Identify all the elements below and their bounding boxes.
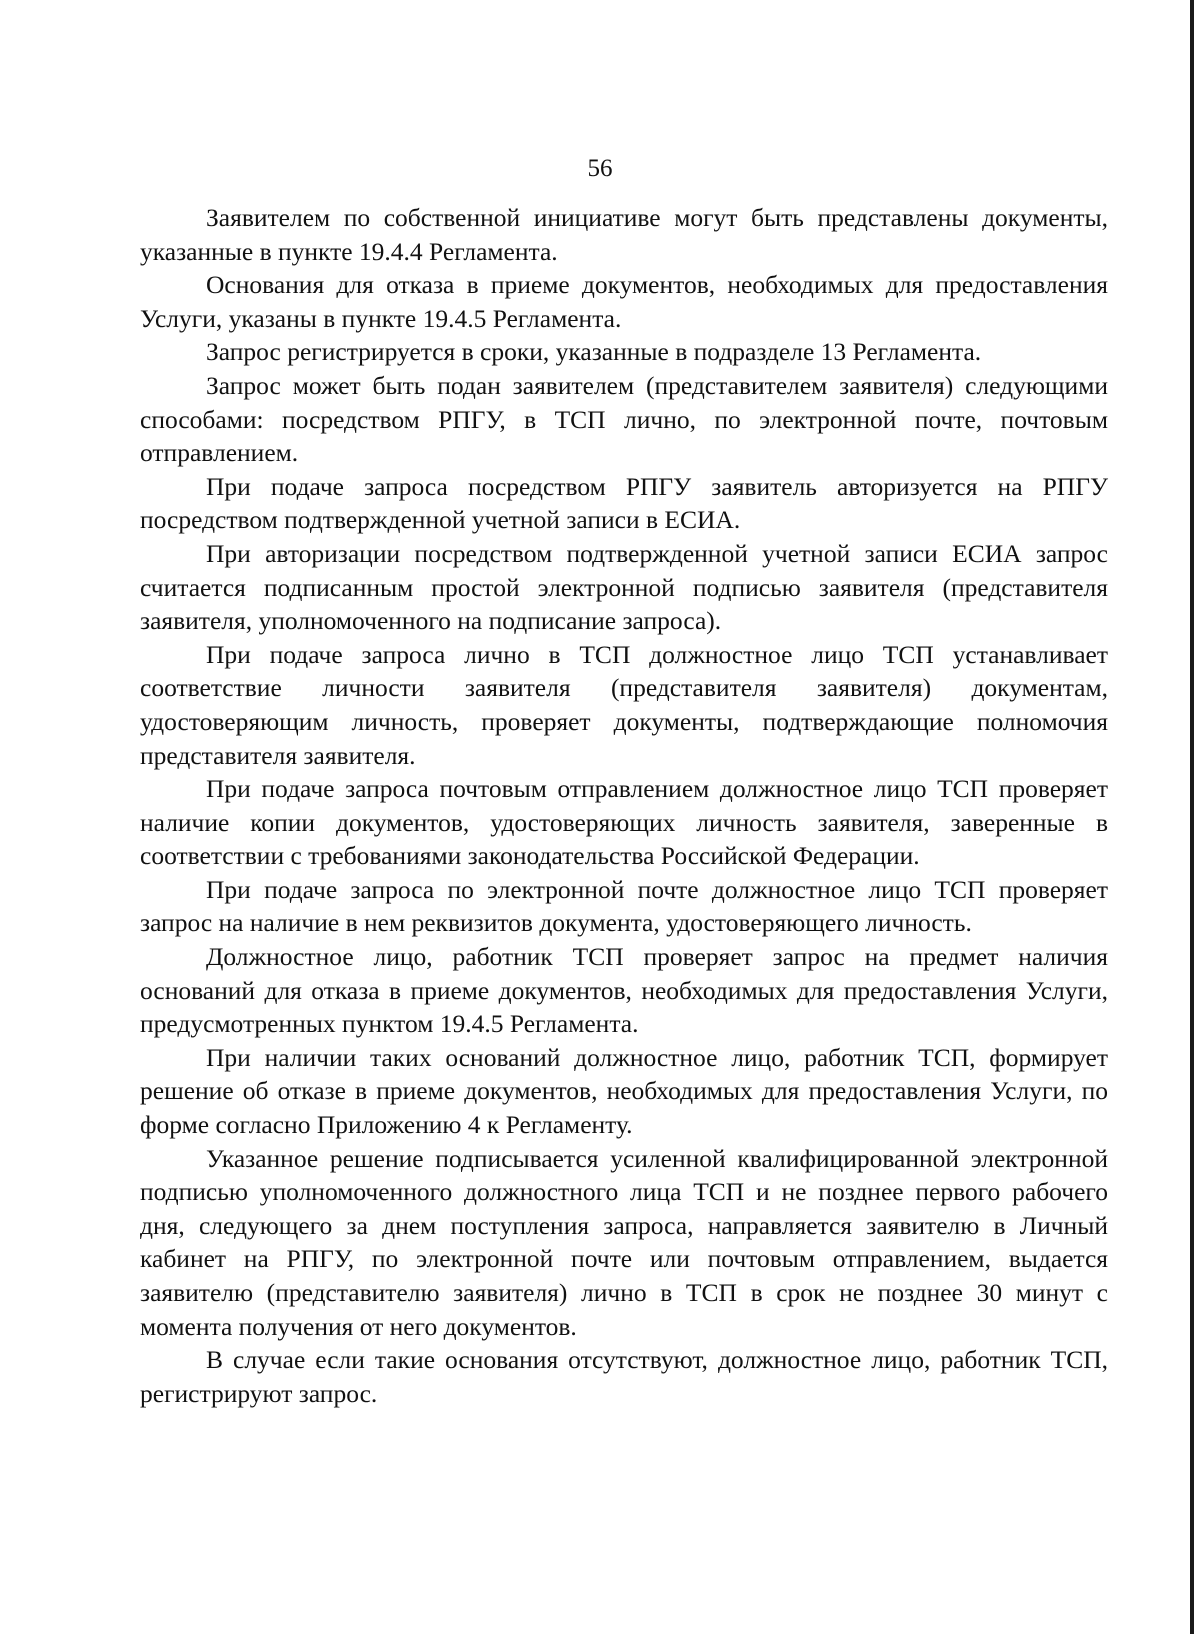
paragraph: Основания для отказа в приеме документов, необходимых для предоставления Услуги, указаны в пункте 19.4.5 Регламента. — [140, 270, 1108, 333]
paragraph: При подаче запроса лично в ТСП должностное лицо ТСП устанавливает соответствие личности заявителя (представителя заявителя) документам, удостоверяющим личность, проверяет документы, подтверждающие полномочия представителя заявителя. — [140, 639, 1108, 770]
paragraph: При наличии таких оснований должностное лицо, работник ТСП, формирует решение об отказе в приеме документов, необходимых для предоставления Услуги, по форме согласно Приложению 4 к Регламенту. — [140, 1042, 1108, 1140]
page-number: 56 — [587, 155, 613, 182]
paragraph: Должностное лицо, работник ТСП проверяет запрос на предмет наличия оснований для отказа в приеме документов, необходимых для предоставления Услуги, предусмотренных пунктом 19.4.5 Регламента. — [140, 942, 1108, 1039]
document-body — [140, 201, 1108, 1410]
paragraph: Указанное решение подписывается усиленной квалифицированной электронной подписью уполномоченного должностного лица ТСП и не позднее первого рабочего дня, следующего за днем поступления запроса, направляется заявителю в Личный кабинет на РПГУ, по электронной почте или почтовым отправлением, выдается заявителю (представителю заявителя) лично в ТСП в срок не позднее 30 минут с момента получения от него документов. — [140, 1143, 1108, 1341]
paragraph: Запрос регистрируется в сроки, указанные в подразделе 13 Регламента. — [206, 337, 982, 367]
paragraph: При подаче запроса почтовым отправлением должностное лицо ТСП проверяет наличие копии документов, удостоверяющих личность заявителя, заверенные в соответствии с требованиями законодательства Российской Федерации. — [140, 774, 1108, 871]
paragraph: При подаче запроса посредством РПГУ заявитель авторизуется на РПГУ посредством подтвержденной учетной записи в ЕСИА. — [140, 471, 1108, 535]
paragraph: В случае если такие основания отсутствуют, должностное лицо, работник ТСП, регистрируют запрос. — [140, 1345, 1108, 1408]
scan-edge-line — [1190, 0, 1194, 1634]
paragraph: При авторизации посредством подтвержденной учетной записи ЕСИА запрос считается подписанным простой электронной подписью заявителя (представителя заявителя, уполномоченного на подписание запроса). — [140, 538, 1108, 636]
paragraph: Заявителем по собственной инициативе могут быть представлены документы, указанные в пункте 19.4.4 Регламента. — [140, 203, 1108, 266]
paragraph: При подаче запроса по электронной почте должностное лицо ТСП проверяет запрос на наличие в нем реквизитов документа, удостоверяющего личность. — [140, 874, 1108, 938]
paragraph: Запрос может быть подан заявителем (представителем заявителя) следующими способами: посредством РПГУ, в ТСП лично, по электронной почте, почтовым отправлением. — [140, 370, 1108, 468]
